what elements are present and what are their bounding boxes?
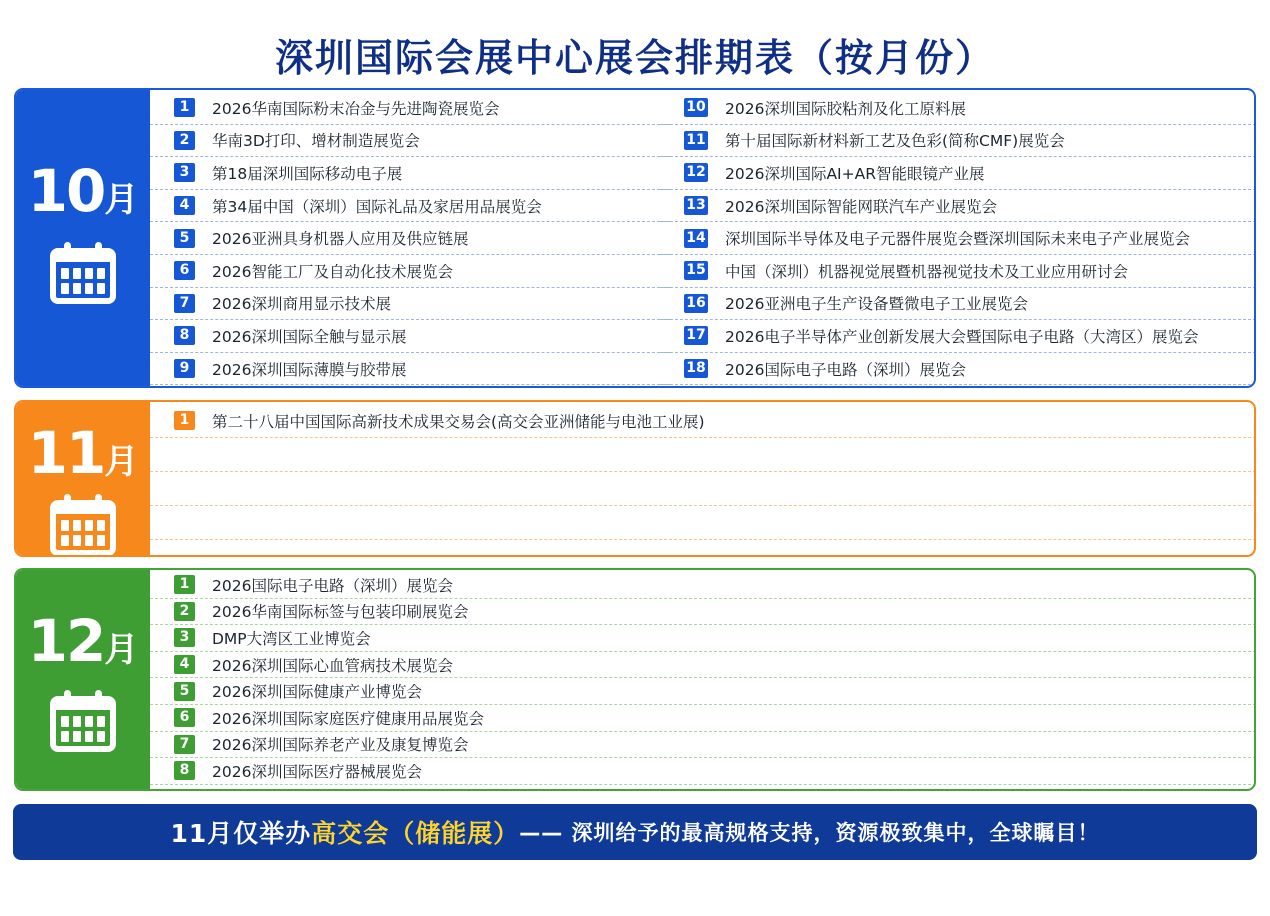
item-text: 2026国际电子电路（深圳）展览会 [725,360,966,379]
item-number-badge: 8 [174,326,195,345]
list-item [150,222,670,255]
item-text: 2026深圳国际医疗器械展览会 [212,762,422,781]
month-label-october [27,157,139,225]
list-item [150,652,1256,679]
list-item [150,92,670,125]
month-panel-november [16,402,150,555]
item-number-badge: 11 [684,131,708,150]
calendar-icon [50,242,116,304]
list-item [660,92,1256,125]
item-number-badge: 12 [684,163,708,182]
item-number-badge: 10 [684,98,708,117]
list-item [150,732,1256,759]
list-item [150,599,1256,626]
list-item [660,320,1256,353]
item-text: 2026深圳国际养老产业及康复博览会 [212,736,469,755]
item-text: 2026深圳国际AI+AR智能眼镜产业展 [725,164,985,183]
item-number-badge: 16 [684,294,708,313]
month-number: 12 [27,607,105,675]
item-number-badge: 1 [174,575,195,594]
list-item [150,678,1256,705]
list-item [660,288,1256,321]
month-number: 11 [27,419,105,487]
item-number-badge: 14 [684,229,708,248]
item-number-badge: 18 [684,359,708,378]
list-item [660,125,1256,158]
empty-row [150,506,1256,540]
item-text: 2026深圳国际心血管病技术展览会 [212,656,453,675]
item-text: 2026深圳国际智能网联汽车产业展览会 [725,197,997,216]
bottom-banner [13,804,1257,860]
month-unit: 月 [104,180,139,220]
banner-text-part2: —— 深圳给予的最高规格支持，资源极致集中，全球瞩目！ [519,821,1100,845]
item-text: 2026华南国际标签与包装印刷展览会 [212,603,469,622]
month-panel-october [16,90,150,386]
item-number-badge: 5 [174,229,195,248]
month-unit: 月 [104,630,139,670]
item-text: 2026华南国际粉末冶金与先进陶瓷展览会 [212,99,500,118]
item-text: 2026深圳商用显示技术展 [212,295,391,314]
list-item [150,572,1256,599]
item-number-badge: 5 [174,682,195,701]
list-item [150,320,670,353]
item-text: 第二十八届中国国际高新技术成果交易会(高交会亚洲储能与电池工业展) [212,412,705,431]
item-number-badge: 9 [174,359,195,378]
item-number-badge: 17 [684,326,708,345]
month-number: 10 [27,157,105,225]
list-item [150,288,670,321]
item-text: 2026亚洲电子生产设备暨微电子工业展览会 [725,295,1028,314]
item-text: 2026深圳国际胶粘剂及化工原料展 [725,99,966,118]
item-number-badge: 4 [174,655,195,674]
item-text: 2026智能工厂及自动化技术展览会 [212,262,453,281]
item-number-badge: 13 [684,196,708,215]
event-list-december [150,570,1254,789]
list-item [150,625,1256,652]
item-number-badge: 1 [174,411,195,430]
item-text: 深圳国际半导体及电子元器件展览会暨深圳国际未来电子产业展览会 [725,230,1191,249]
list-item [150,353,670,386]
item-text: 2026亚洲具身机器人应用及供应链展 [212,230,469,249]
item-text: 2026深圳国际薄膜与胶带展 [212,360,407,379]
item-number-badge: 6 [174,708,195,727]
month-label-november [27,419,139,487]
list-item [150,190,670,223]
month-panel-december [16,570,150,789]
item-number-badge: 3 [174,163,195,182]
month-label-december [27,607,139,675]
item-number-badge: 7 [174,294,195,313]
month-unit: 月 [104,442,139,482]
banner-text-part1: 11月仅举办 [170,819,312,848]
list-item [660,157,1256,190]
event-list-october [150,90,1254,386]
item-number-badge: 4 [174,196,195,215]
item-number-badge: 3 [174,628,195,647]
item-number-badge: 7 [174,735,195,754]
list-item [660,353,1256,386]
item-number-badge: 6 [174,261,195,280]
item-number-badge: 2 [174,131,195,150]
list-item [150,157,670,190]
item-number-badge: 15 [684,261,708,280]
item-text: 第十届国际新材料新工艺及色彩(简称CMF)展览会 [725,132,1065,151]
item-number-badge: 2 [174,602,195,621]
list-item [150,705,1256,732]
item-text: 第34届中国（深圳）国际礼品及家居用品展览会 [212,197,542,216]
section-november [14,400,1256,557]
list-item [660,222,1256,255]
item-text: 2026深圳国际家庭医疗健康用品展览会 [212,709,484,728]
item-text: 2026电子半导体产业创新发展大会暨国际电子电路（大湾区）展览会 [725,327,1199,346]
item-number-badge: 1 [174,98,195,117]
calendar-icon [50,690,116,752]
item-number-badge: 8 [174,761,195,780]
list-item [660,190,1256,223]
item-text: DMP大湾区工业博览会 [212,629,371,648]
event-list-november [150,402,1254,555]
list-item [150,758,1256,785]
section-october [14,88,1256,388]
item-text: 2026国际电子电路（深圳）展览会 [212,576,453,595]
page-title: 深圳国际会展中心展会排期表（按月份） [274,36,995,80]
item-text: 2026深圳国际健康产业博览会 [212,683,422,702]
item-text: 2026深圳国际全触与显示展 [212,327,407,346]
item-text: 第18届深圳国际移动电子展 [212,164,403,183]
empty-row [150,472,1256,506]
list-item [150,255,670,288]
banner-highlight: 高交会（储能展） [311,819,520,848]
list-item [150,404,1256,438]
item-text: 华南3D打印、增材制造展览会 [212,132,420,151]
calendar-icon [50,494,116,555]
section-december [14,568,1256,791]
item-text: 中国（深圳）机器视觉展暨机器视觉技术及工业应用研讨会 [725,262,1129,281]
list-item [660,255,1256,288]
list-item [150,125,670,158]
empty-row [150,438,1256,472]
